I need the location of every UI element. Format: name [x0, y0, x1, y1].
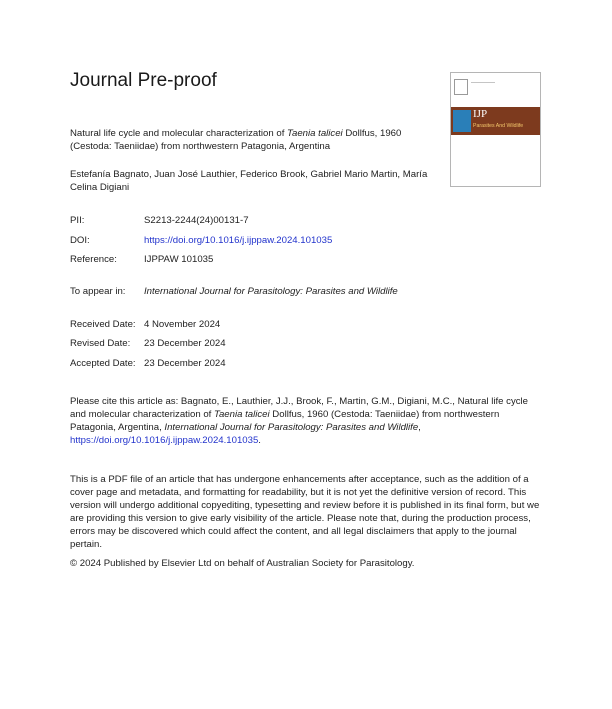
doi-link[interactable]: https://doi.org/10.1016/j.ijppaw.2024.101035: [144, 235, 333, 246]
accepted-label: Accepted Date:: [70, 358, 136, 369]
cover-subtitle: Parasites And Wildlife: [473, 123, 524, 129]
pdf-notice: This is a PDF file of an article that has undergone enhancements after acceptance, such as the addition of a cover page and metadata, and formatting for readability, but it is not yet the definitive version of record. This version will undergo additional copyediting, typesetting and review before it is published in its final form, but we are providing this version to give early visibility of the article. Please note that, during the production process, errors may be discovered which could affect the content, and all legal disclaimers that apply to the journal pertain.: [70, 474, 540, 550]
pii-label: PII:: [70, 215, 85, 226]
received-row: [70, 318, 220, 331]
page-heading: Journal Pre-proof: [70, 70, 217, 91]
elsevier-emblem-icon: [454, 79, 468, 95]
accepted-value: 23 December 2024: [144, 358, 226, 369]
journal-name: International Journal for Parasitology: Parasites and Wildlife: [144, 286, 398, 297]
reference-value: IJPPAW 101035: [144, 254, 214, 265]
appear-row: [70, 285, 398, 298]
article-title: Natural life cycle and molecular characterization of Taenia talicei Dollfus, 1960 (Cestoda: Taeniidae) from northwestern Patagonia, Argentina: [70, 128, 402, 152]
appear-label: To appear in:: [70, 286, 126, 297]
revised-value: 23 December 2024: [144, 338, 226, 349]
received-label: Received Date:: [70, 319, 136, 330]
paw-logo-icon: [453, 110, 471, 132]
revised-row: [70, 337, 226, 350]
pii-value: S2213-2244(24)00131-7: [144, 215, 249, 226]
reference-label: Reference:: [70, 254, 117, 265]
doi-label: DOI:: [70, 235, 90, 246]
revised-label: Revised Date:: [70, 338, 131, 349]
reference-row: [70, 253, 213, 266]
citation-paragraph: Please cite this article as: Bagnato, E., Lauthier, J.J., Brook, F., Martin, G.M., Digiani, M.C., Natural life cycle and molecular characterization of Taenia talicei Dollfus, 1960 (Cestoda: Taeniidae) from northwestern Patagonia, Argentina, International Journal for Parasitology: Parasites and Wildlife, https://doi.org/10.1016/j.ijppaw.2024.101035.: [70, 396, 529, 446]
cover-logo: IJP: [473, 108, 488, 120]
doi-row: [70, 234, 332, 247]
copyright-line: © 2024 Published by Elsevier Ltd on behalf of Australian Society for Parasitology.: [70, 558, 415, 569]
journal-cover-thumbnail: [450, 72, 541, 187]
accepted-row: [70, 357, 226, 370]
citation-doi-link[interactable]: https://doi.org/10.1016/j.ijppaw.2024.101035: [70, 435, 259, 446]
received-value: 4 November 2024: [144, 319, 221, 330]
pii-row: [70, 214, 249, 227]
cover-band: [451, 107, 540, 135]
cover-divider: [471, 82, 495, 83]
article-authors: Estefanía Bagnato, Juan José Lauthier, Federico Brook, Gabriel Mario Martin, María Celina Digiani: [70, 169, 428, 193]
